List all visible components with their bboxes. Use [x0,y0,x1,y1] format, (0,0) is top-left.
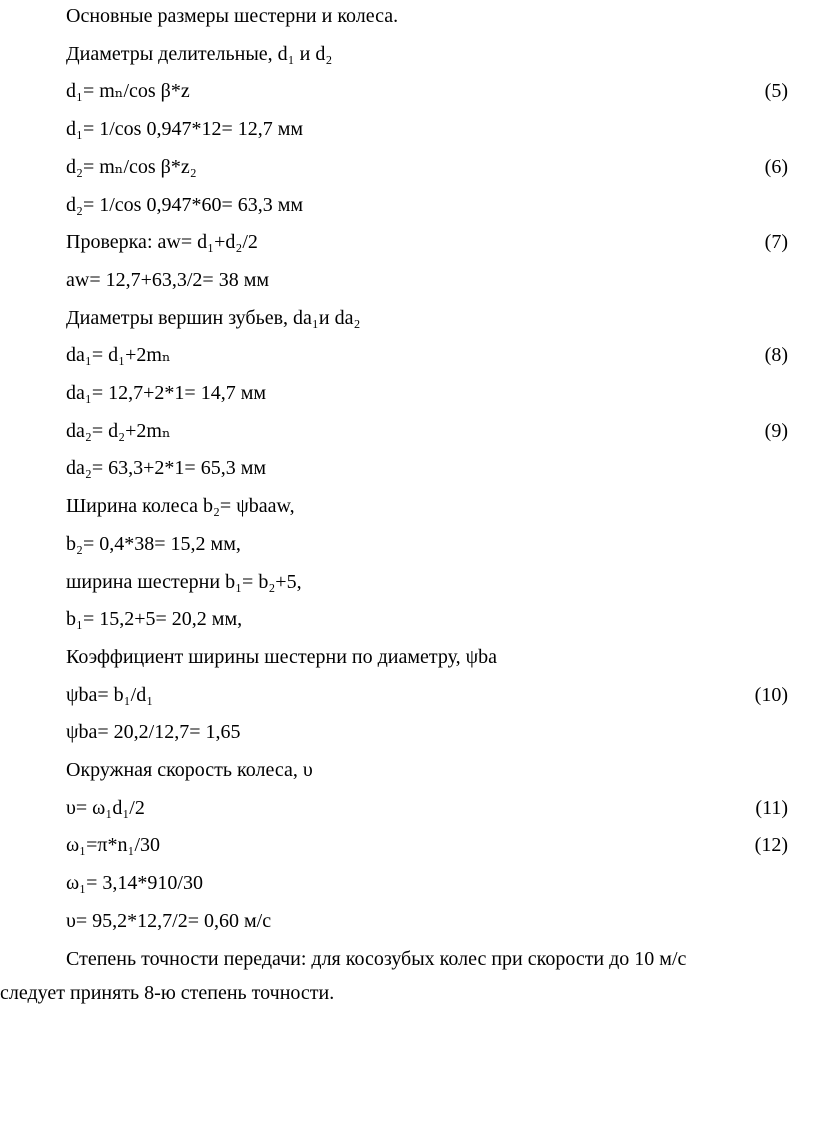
text-line [66,907,788,935]
text-line [66,568,788,596]
line-text: d₁= 1/cos 0,947*12= 12,7 мм [66,118,304,141]
equation-line [66,341,788,369]
line-text: Окружная скорость колеса, υ [66,759,313,781]
line-text: υ= 95,2*12,7/2= 0,60 м/с [66,909,272,932]
text-line [66,115,788,143]
text-line [66,191,788,219]
line-text: d₁= mₙ/cos β*z [66,80,190,103]
equation-number: (9) [764,419,788,442]
line-text: Коэффициент ширины шестерни по диаметру, ψba [66,645,498,668]
line-text: Диаметры вершин зубьев, da₁и da₂ [66,306,361,329]
line-text: Ширина колеса b₂= ψbaaw, [66,495,295,518]
text-line [66,304,788,332]
line-text: ω₁=π*n₁/30 [66,834,161,857]
line-text: ψba= 20,2/12,7= 1,65 [66,721,241,744]
equation-number: (8) [764,344,788,367]
text-line [66,40,788,68]
equation-number: (10) [754,683,788,706]
text-line [66,266,788,294]
line-text: d₂= 1/cos 0,947*60= 63,3 мм [66,193,304,216]
line-text: Диаметры делительные, d₁ и d₂ [66,42,333,65]
line-text: Основные размеры шестерни и колеса. [66,5,399,27]
equation-line [66,417,788,445]
equation-number: (5) [764,80,788,103]
text-line [66,605,788,633]
paragraph-continuation: следует принять 8-ю степень точности. [0,982,335,1004]
line-text: Проверка: aw= d₁+d₂/2 [66,231,258,254]
equation-number: (7) [764,231,788,254]
line-text: ψba= b₁/d₁ [66,683,154,706]
equation-number: (11) [755,796,788,819]
text-line [66,945,788,973]
line-text: b₁= 15,2+5= 20,2 мм, [66,608,243,631]
text-line [66,869,788,897]
line-text: ширина шестерни b₁= b₂+5, [66,570,302,593]
text-line [66,643,788,671]
line-text: aw= 12,7+63,3/2= 38 мм [66,268,270,291]
text-line [66,492,788,520]
text-line [66,756,788,784]
line-text: Степень точности передачи: для косозубых колес при скорости до 10 м/с [66,947,687,970]
text-line [66,454,788,482]
line-text: υ= ω₁d₁/2 [66,796,145,819]
text-line [66,2,788,30]
line-text: da₂= 63,3+2*1= 65,3 мм [66,457,266,480]
equation-line [66,831,788,859]
text-line [66,718,788,746]
equation-number: (12) [754,834,788,857]
line-text: ω₁= 3,14*910/30 [66,872,203,895]
equation-line [66,794,788,822]
line-text: b₂= 0,4*38= 15,2 мм, [66,532,241,555]
equation-line [66,228,788,256]
line-text: da₁= 12,7+2*1= 14,7 мм [66,382,266,404]
line-text: da₁= d₁+2mₙ [66,344,171,367]
text-line [66,530,788,558]
line-text: da₂= d₂+2mₙ [66,419,171,442]
equation-line [66,77,788,105]
line-text: d₂= mₙ/cos β*z₂ [66,155,197,178]
text-line [66,379,788,407]
equation-line [66,681,788,709]
equation-number: (6) [764,155,788,178]
equation-line [66,153,788,181]
